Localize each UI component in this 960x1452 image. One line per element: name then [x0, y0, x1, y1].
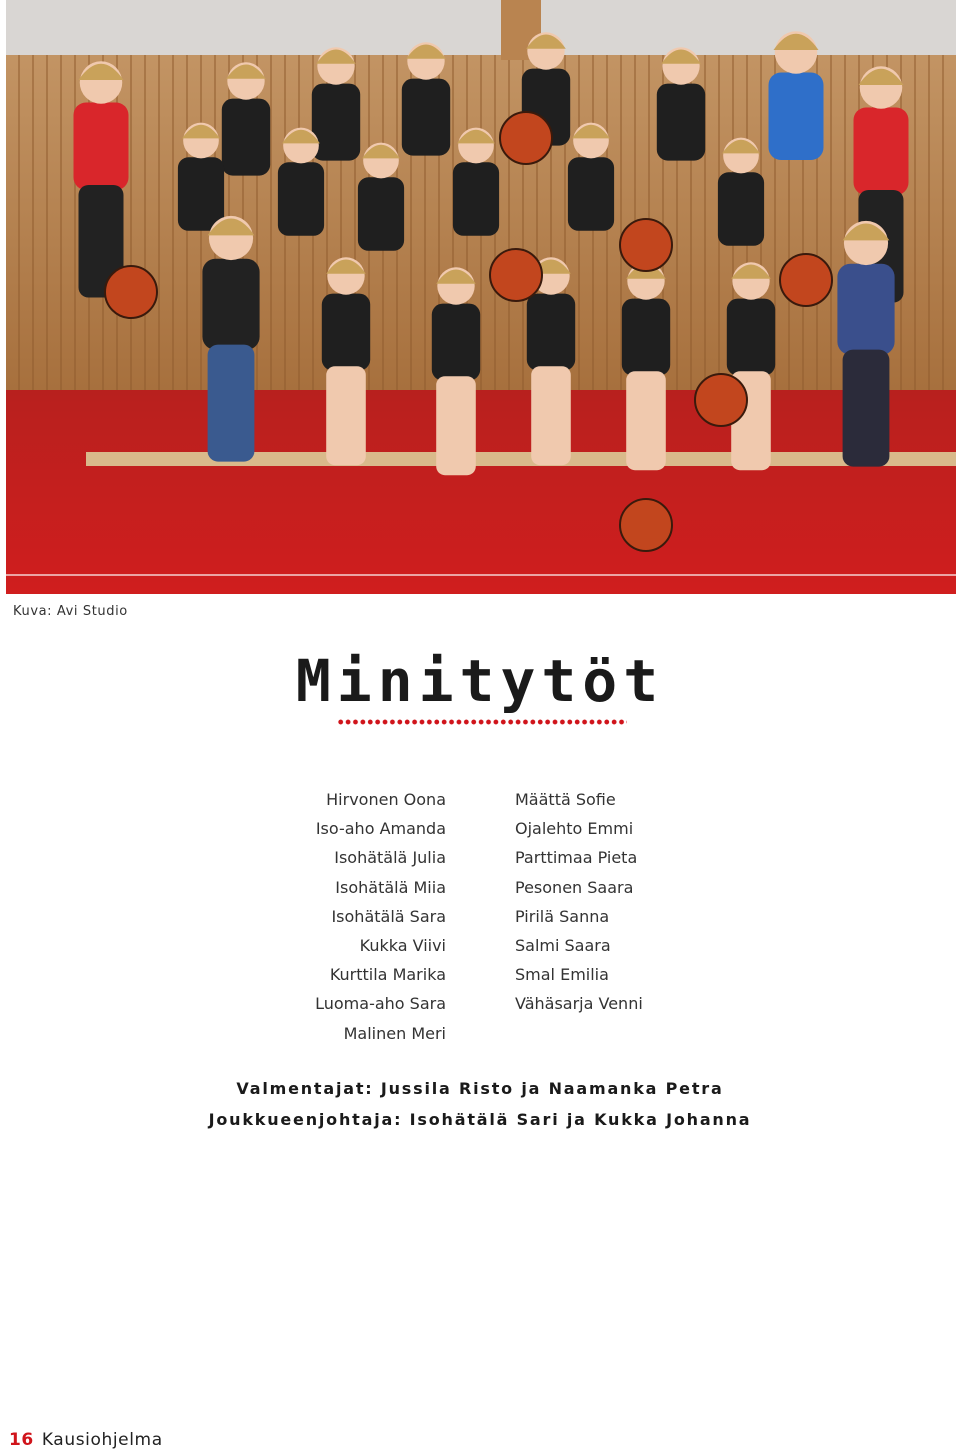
player-name: Smal Emilia [515, 965, 609, 985]
basketball [105, 266, 157, 318]
player-name: Kukka Viivi [359, 936, 446, 956]
basketball [620, 219, 672, 271]
player-name: Ojalehto Emmi [515, 819, 634, 839]
person-silhouette [568, 123, 614, 231]
person-silhouette [657, 47, 705, 160]
publication-name: Kausiohjelma [41, 1430, 163, 1450]
photo-caption: Kuva: Avi Studio [13, 604, 128, 619]
person-silhouette [358, 143, 404, 251]
player-name: Isohätälä Julia [334, 848, 446, 868]
person-silhouette [453, 128, 499, 236]
player-name: Pesonen Saara [515, 877, 634, 897]
player-list-right [515, 785, 643, 1019]
player-name: Hirvonen Oona [326, 790, 446, 809]
player-name: Kurttila Marika [329, 965, 446, 985]
basketball [780, 254, 832, 306]
title-dotted-underline [337, 718, 627, 726]
player-name: Pirilä Sanna [515, 906, 610, 926]
page-title: Minitytöt [295, 647, 665, 715]
player-list-left [315, 785, 446, 1048]
player-name: Parttimaa Pieta [515, 848, 638, 868]
player-name: Isohätälä Miia [335, 877, 446, 897]
basketball [490, 249, 542, 301]
person-silhouette [402, 42, 450, 155]
page-footer [9, 1430, 163, 1450]
person-silhouette [312, 47, 360, 160]
page-number: 16 [9, 1430, 34, 1450]
person-silhouette [278, 128, 324, 236]
person-silhouette [769, 31, 824, 160]
person-silhouette [222, 62, 270, 175]
team-photo [6, 0, 956, 594]
player-name: Iso-aho Amanda [315, 819, 446, 839]
player-name: Malinen Meri [343, 1023, 446, 1043]
player-name: Isohätälä Sara [331, 906, 446, 926]
basketball [620, 499, 672, 551]
team-managers-line: Joukkueenjohtaja: Isohätälä Sari ja Kukka Johanna [208, 1110, 752, 1129]
basketball [695, 374, 747, 426]
coaches-line: Valmentajat: Jussila Risto ja Naamanka Petra [236, 1079, 724, 1098]
basketball [500, 112, 552, 164]
player-name: Salmi Saara [515, 936, 611, 956]
player-name: Luoma-aho Sara [315, 994, 446, 1014]
player-name: Vähäsarja Venni [515, 994, 643, 1014]
player-name: Määttä Sofie [515, 790, 616, 809]
person-silhouette [718, 138, 764, 246]
person-silhouette [178, 123, 224, 231]
